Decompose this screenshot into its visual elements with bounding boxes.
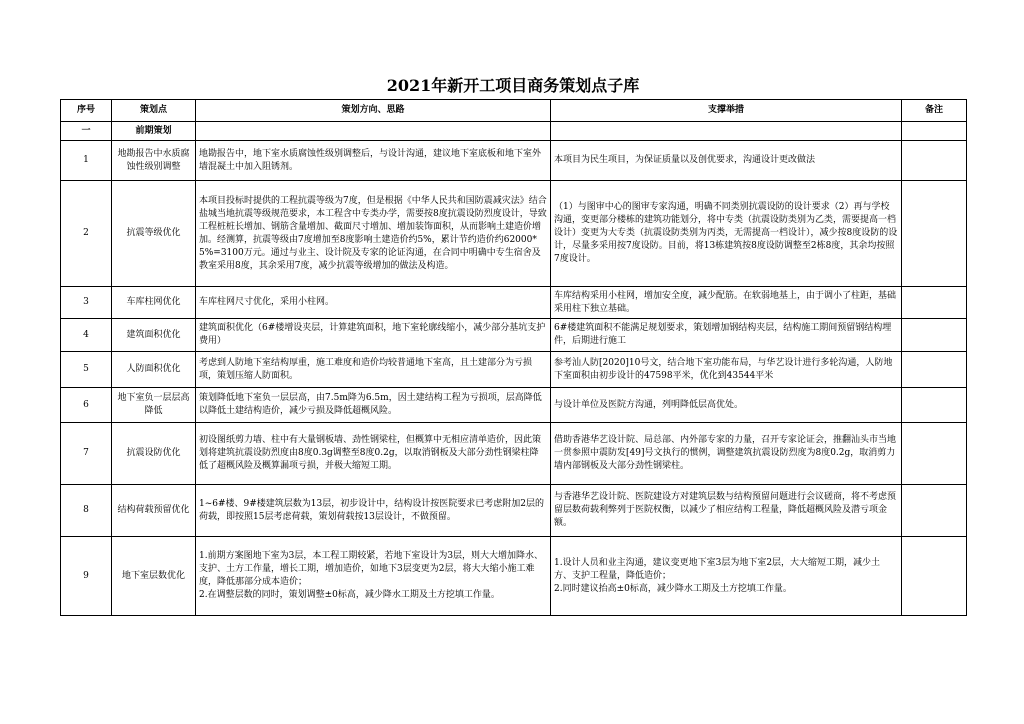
row-note — [902, 423, 967, 485]
row-point: 地下室负一层层高降低 — [112, 388, 196, 423]
row-num: 8 — [61, 485, 112, 537]
section-label: 前期策划 — [112, 122, 196, 141]
header-direction: 策划方向、思路 — [196, 100, 551, 122]
row-measures: 借助香港华艺设计院、局总部、内外部专家的力量，召开专家论证会，推翻汕头市当地一贯参照中震防发[49]号文执行的惯例，调整建筑抗震设防烈度为8度0.2g，取消剪力墙内部钢板及大部分劲性钢梁柱。 — [551, 423, 902, 485]
row-direction: 建筑面积优化（6#楼增设夹层，计算建筑面积，地下室轮廓线缩小，减少部分基坑支护费用） — [196, 319, 551, 352]
row-num: 3 — [61, 287, 112, 319]
table-row — [61, 319, 967, 352]
row-num: 5 — [61, 352, 112, 388]
page-title: 2021年新开工项目商务策划点子库 — [386, 76, 640, 95]
table-row — [61, 287, 967, 319]
row-measures: 与香港华艺设计院、医院建设方对建筑层数与结构预留问题进行会议磋商，将不考虑预留层数荷载利弊列于医院权衡，以减少了相应结构工程量，降低超概风险及潜亏项金额。 — [551, 485, 902, 537]
row-note — [902, 287, 967, 319]
row-point: 车库柱网优化 — [112, 287, 196, 319]
row-note — [902, 181, 967, 287]
section-num: 一 — [61, 122, 112, 141]
table-row — [61, 388, 967, 423]
row-measures: 参考汕人防[2020]10号文，结合地下室功能布局，与华艺设计进行多轮沟通，人防地下室面积由初步设计的47598平米，优化到43544平米 — [551, 352, 902, 388]
row-direction: 地勘报告中，地下室水质腐蚀性级别调整后，与设计沟通，建议地下室底板和地下室外墙混凝土中加入阻锈剂。 — [196, 141, 551, 181]
planning-table — [60, 99, 967, 616]
row-point: 地下室层数优化 — [112, 537, 196, 616]
row-direction: 考虑到人防地下室结构厚重，施工难度和造价均较普通地下室高，且土建部分为亏损项，策划压缩人防面积。 — [196, 352, 551, 388]
row-point: 抗震等级优化 — [112, 181, 196, 287]
header-point: 策划点 — [112, 100, 196, 122]
section-row — [61, 122, 967, 141]
row-num: 2 — [61, 181, 112, 287]
table-row — [61, 537, 967, 616]
row-num: 1 — [61, 141, 112, 181]
row-note — [902, 537, 967, 616]
row-point: 结构荷载预留优化 — [112, 485, 196, 537]
row-note — [902, 485, 967, 537]
row-direction: 本项目投标时提供的工程抗震等级为7度，但是根据《中华人民共和国防震减灾法》结合盐城当地抗震等级规范要求，本工程含中专类办学，需要按8度抗震设防烈度设计，导致工程桩桩长增加、钢筋含量增加、截面尺寸增加、增加装饰面积，从而影响土建造价增加。经测算，抗震等级由7度增加至8度影响土建造价约5%，累计节约造价约62000*5%=3100万元。通过与业主、设计院及专家的论证沟通，在合同中明确中专生宿舍及教室采用8度，其余采用7度，减少抗震等级增加的做法及构造。 — [196, 181, 551, 287]
row-direction: 1~6#楼、9#楼建筑层数为13层，初步设计中，结构设计按医院要求已考虑附加2层的荷载，即按照15层考虑荷载，策划荷载按13层设计，不做预留。 — [196, 485, 551, 537]
row-num: 4 — [61, 319, 112, 352]
row-num: 7 — [61, 423, 112, 485]
row-point: 建筑面积优化 — [112, 319, 196, 352]
row-direction: 初设图纸剪力墙、柱中有大量钢板墙、劲性钢梁柱，但概算中无相应清单造价，因此策划将建筑抗震设防烈度由8度0.3g调整至8度0.2g，以取消钢板及大部分劲性钢梁柱降低了超概风险及概算漏项亏损，并极大缩短工期。 — [196, 423, 551, 485]
header-row — [61, 100, 967, 122]
row-direction: 策划降低地下室负一层层高，由7.5m降为6.5m，因土建结构工程为亏损项，层高降低以降低土建结构造价，减少亏损及降低超概风险。 — [196, 388, 551, 423]
row-note — [902, 388, 967, 423]
row-measures: 本项目为民生项目，为保证质量以及创优要求，沟通设计更改做法 — [551, 141, 902, 181]
row-measures: 1.设计人员和业主沟通，建议变更地下室3层为地下室2层，大大缩短工期，减少土方、支护工程量，降低造价； 2.同时建议抬高±0标高，减少降水工期及土方挖填工作量。 — [551, 537, 902, 616]
row-note — [902, 352, 967, 388]
header-num: 序号 — [61, 100, 112, 122]
table-row — [61, 485, 967, 537]
row-direction: 车库柱网尺寸优化，采用小柱网。 — [196, 287, 551, 319]
header-note: 备注 — [902, 100, 967, 122]
table-row — [61, 352, 967, 388]
row-num: 6 — [61, 388, 112, 423]
row-measures: 6#楼建筑面积不能满足规划要求，策划增加钢结构夹层，结构施工期间预留钢结构埋件，后期进行施工 — [551, 319, 902, 352]
row-point: 人防面积优化 — [112, 352, 196, 388]
table-row — [61, 181, 967, 287]
header-measures: 支撑举措 — [551, 100, 902, 122]
row-direction: 1.前期方案图地下室为3层，本工程工期较紧，若地下室设计为3层，则大大增加降水、支护、土方工作量，增长工期，增加造价，如地下3层变更为2层，将大大缩小施工难度，降低那部分成本造价； 2.在调整层数的同时，策划调整±0标高，减少降水工期及土方挖填工作量。 — [196, 537, 551, 616]
row-measures: 车库结构采用小柱网，增加安全度，减少配筋。在软弱地基上，由于调小了柱距，基础采用柱下独立基础。 — [551, 287, 902, 319]
row-point: 抗震设防优化 — [112, 423, 196, 485]
table-row — [61, 141, 967, 181]
row-note — [902, 319, 967, 352]
table-row — [61, 423, 967, 485]
row-measures: 与设计单位及医院方沟通，列明降低层高优处。 — [551, 388, 902, 423]
row-num: 9 — [61, 537, 112, 616]
row-note — [902, 141, 967, 181]
row-measures: （1）与图审中心的图审专家沟通，明确不同类别抗震设防的设计要求（2）再与学校沟通，变更部分楼栋的建筑功能划分，将中专类（抗震设防类别为乙类，需要提高一档设计）变更为大专类（抗震设防类别为丙类，无需提高一档设计），减少按8度设防的设计，尽量多采用按7度设防。目前，将13栋建筑按8度设防调整至2栋8度，其余均按照7度设计。 — [551, 181, 902, 287]
row-point: 地勘报告中水质腐蚀性级别调整 — [112, 141, 196, 181]
